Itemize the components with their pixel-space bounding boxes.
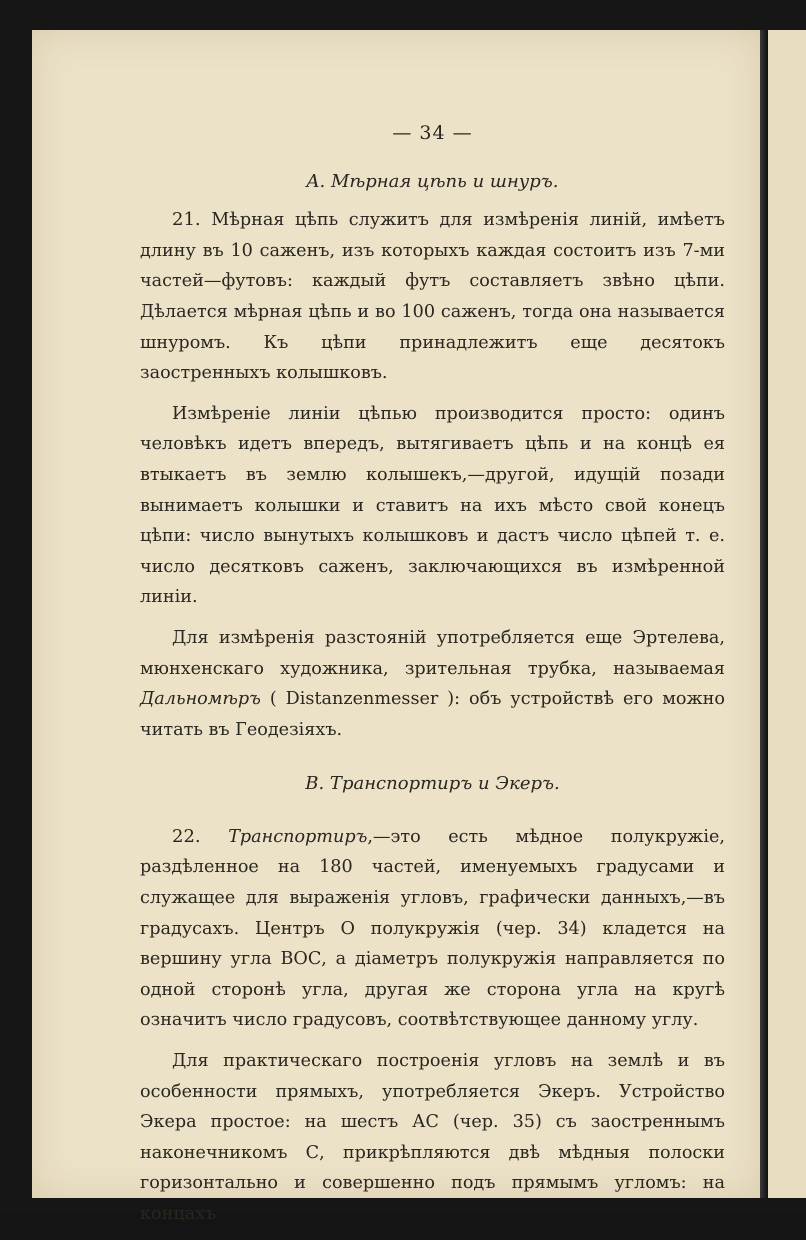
page-number: — 34 — (392, 122, 473, 144)
page-gutter (760, 30, 768, 1198)
paragraph-22 (140, 822, 725, 1036)
paragraph-eker (140, 1046, 725, 1230)
paragraph-number: 21. (172, 209, 201, 231)
paragraph-text: ,—это есть мѣдное полукружіе, раздѣленное на 180 частей, именуемыхъ градусами и служащее для выраженія угловъ, графически данныхъ,—въ градусахъ. Центръ О полукружія (чер. 34) кладется на вершину угла ВОС, а діаметръ полукружія направляется по одной сторонѣ угла, другая же сторона угла на кругѣ означитъ число градусовъ, соотвѣтствующее данному углу. (140, 826, 726, 1031)
paragraph-text: ( Distanzenmesser ): объ устройствѣ его можно читать въ Геодезіяхъ. (140, 689, 725, 740)
section-spacer (140, 755, 725, 769)
paragraph-21 (140, 205, 725, 389)
paragraph-number: 22. (172, 825, 201, 847)
italic-term: Транспортиръ (228, 826, 368, 847)
paragraph-measurement (140, 399, 725, 613)
paragraph-text: Для практическаго построенія угловъ на землѣ и въ особенности прямыхъ, употребляется Экеръ. Устройство Экера простое: на шестъ АС (чер. 35) съ заостреннымъ наконечникомъ С, прикрѣпляются двѣ мѣдныя полоски горизонтально и совершенно подъ прямымъ угломъ: на концахъ (140, 1051, 725, 1224)
italic-term: Дальномѣръ (140, 689, 261, 710)
paragraph-text: Мѣрная цѣпь служитъ для измѣренія линій, имѣетъ длину въ 10 саженъ, изъ которыхъ каждая состоитъ изъ 7-ми частей—футовъ: каждый футъ составляетъ звѣно цѣпи. Дѣлается мѣрная цѣпь и во 100 саженъ, тогда она называется шнуромъ. Къ цѣпи принадлежитъ еще десятокъ заостренныхъ колышковъ. (140, 210, 725, 384)
paragraph-text: Для измѣренія разстояній употребляется еще Эртелева, мюнхенскаго художника, зрительная трубка, называемая (140, 627, 725, 679)
page-text-block (140, 118, 725, 1240)
paragraph-distance (140, 623, 725, 745)
paragraph-text: Измѣреніе линіи цѣпью производится просто: одинъ человѣкъ идетъ впередъ, вытягиваетъ цѣпь и на концѣ ея втыкаетъ въ землю колышекъ,—другой, идущій позади вынимаетъ колышки и ставитъ на ихъ мѣсто свой конецъ цѣпи: число вынутыхъ колышковъ и дастъ число цѣпей т. е. число десятковъ саженъ, заключающихся въ измѣренной линіи. (140, 403, 725, 608)
section-heading-a: A. Мѣрная цѣпь и шнуръ. (306, 170, 559, 192)
section-spacer (140, 808, 725, 822)
section-heading-b: B. Транспортиръ и Экеръ. (305, 773, 560, 795)
adjacent-page-edge (768, 30, 806, 1198)
